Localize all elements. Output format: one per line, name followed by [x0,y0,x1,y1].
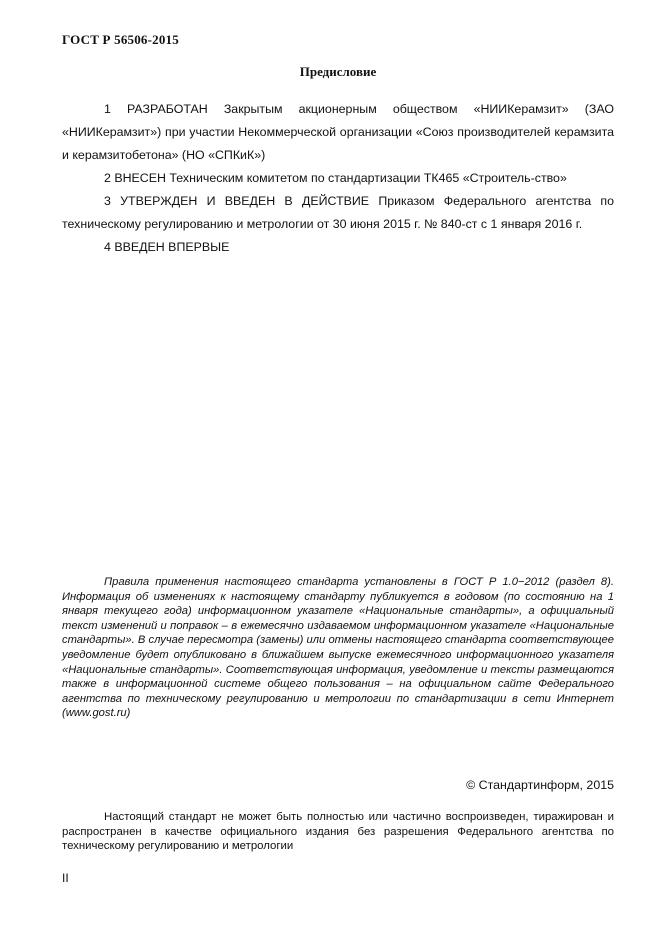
foreword-item-2: 2 ВНЕСЕН Техническим комитетом по стандартизации ТК465 «Строитель-ство» [104,171,567,185]
notice-text: Правила применения настоящего стандарта установлены в ГОСТ Р 1.0−2012 (раздел 8). Информация об изменениях к настоящему стандарту публикуется в годовом (по состоянию на 1 января текущего года) информационном указателе «Национальные стандарты», а официальный текст изменений и поправок – в ежемесячно издаваемом информационном указателе «Национальные стандарты». В случае пересмотра (замены) или отмены настоящего стандарта соответствующее уведомление будет опубликовано в ближайшем выпуске ежемесячного информационного указателя «Национальные стандарты». Соответствующая информация, уведомление и тексты размещаются также в информационной системе общего пользования – на официальном сайте Федерального агентства по техническому регулированию и метрологии по стандартизации в сети Интернет (www.gost.ru) [62,576,614,720]
section-title: Предисловие [299,64,377,79]
document-code: ГОСТ Р 56506-2015 [62,32,179,47]
foreword-body [62,98,614,259]
copyright-line: © Стандартинформ, 2015 [466,778,614,792]
foreword-item-1: 1 РАЗРАБОТАН Закрытым акционерным обществом «НИИКерамзит» (ЗАО «НИИКерамзит») при участии Некоммерческой организации «Союз производителей керамзита и керамзитобетона» (НО «СПКиК») [62,102,614,162]
foreword-item-3: 3 УТВЕРЖДЕН И ВВЕДЕН В ДЕЙСТВИЕ Приказом Федерального агентства по техническому регулированию и метрологии от 30 июня 2015 г. № 840-ст с 1 января 2016 г. [62,194,614,231]
page-number: II [62,871,69,885]
rights-text: Настоящий стандарт не может быть полностью или частично воспроизведен, тиражирован и распространен в качестве официального издания без разрешения Федерального агентства по техническому регулированию и метрологии [62,811,614,853]
foreword-item-4: 4 ВВЕДЕН ВПЕРВЫЕ [104,240,230,254]
reproduction-rights [62,810,614,854]
application-rules-notice [62,575,614,721]
